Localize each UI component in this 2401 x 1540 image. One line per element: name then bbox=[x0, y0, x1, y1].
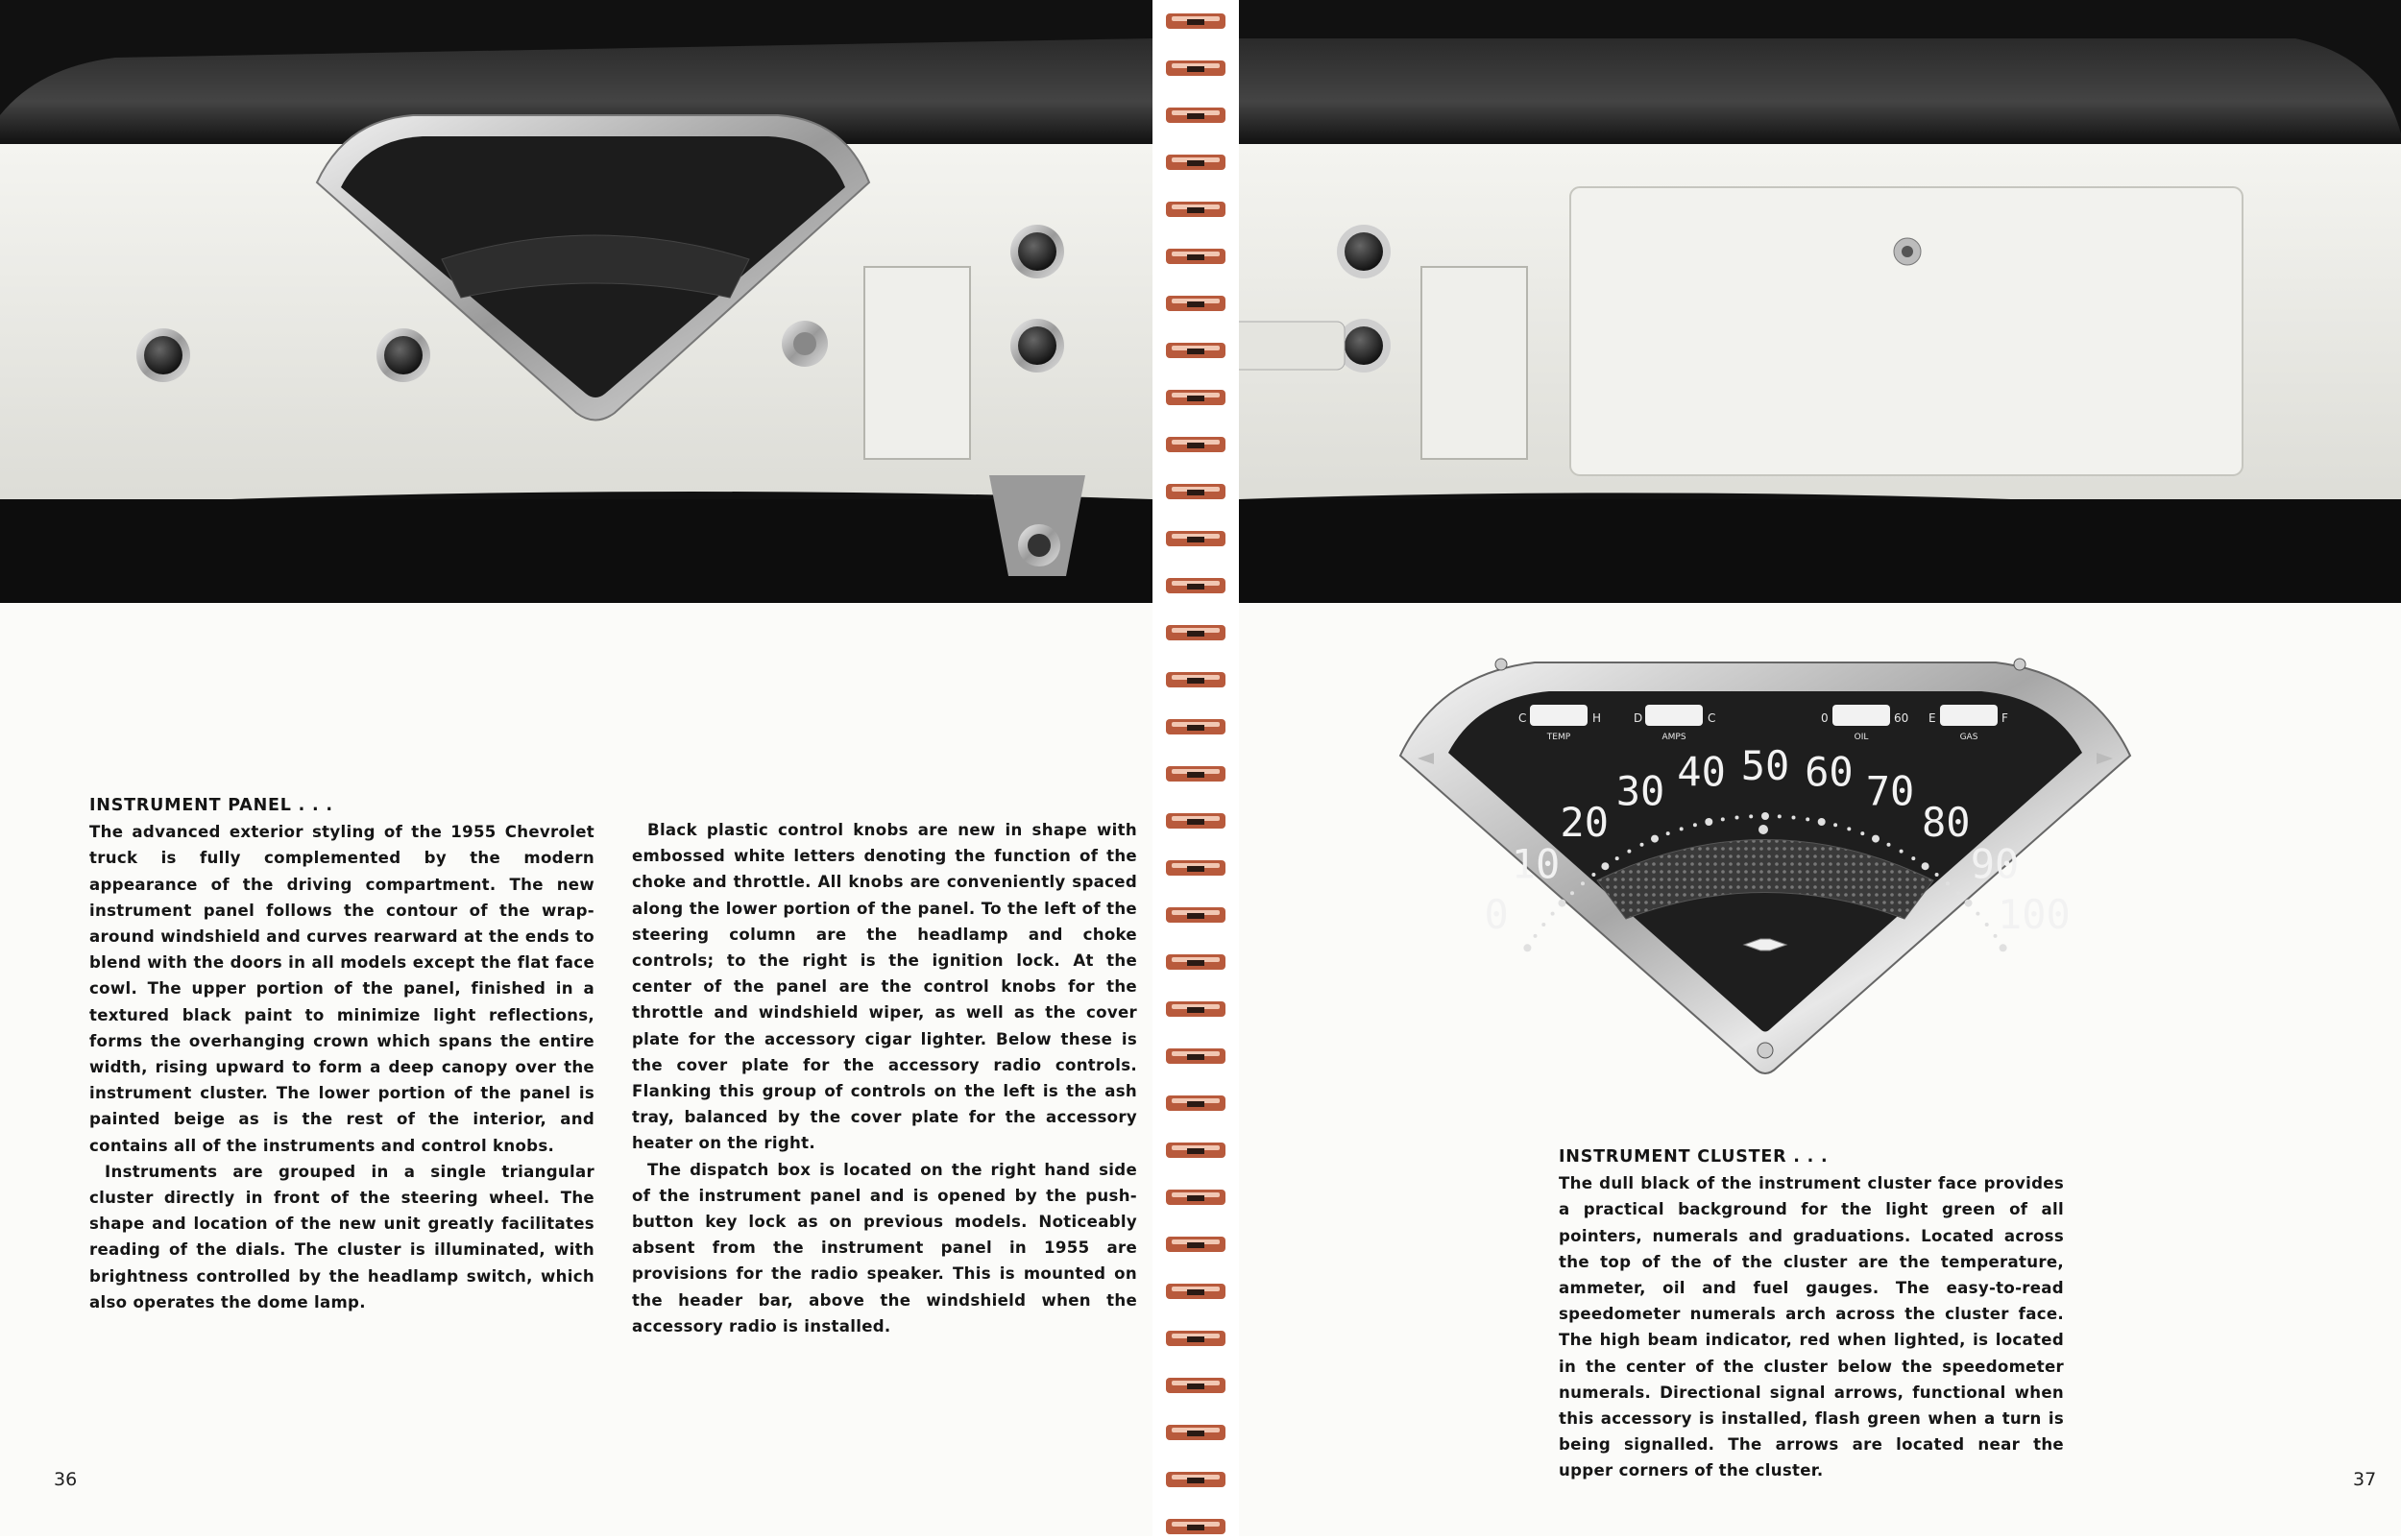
graduation-dot bbox=[1541, 923, 1545, 926]
page-number: 36 bbox=[54, 1469, 78, 1490]
gauge-high-label: F bbox=[2001, 711, 2008, 725]
graduation-dot bbox=[1806, 817, 1809, 821]
binding-ring bbox=[1166, 390, 1225, 405]
graduation-dot bbox=[1534, 934, 1538, 938]
graduation-dot bbox=[2000, 944, 2007, 951]
gauge-name: AMPS bbox=[1661, 733, 1686, 742]
graduation-dot bbox=[1640, 843, 1644, 847]
graduation-dot bbox=[1693, 823, 1697, 827]
graduation-dot bbox=[1601, 862, 1609, 870]
dashboard-photo-right bbox=[1239, 0, 2401, 603]
graduation-dot bbox=[1818, 818, 1826, 826]
graduation-dot bbox=[1792, 816, 1796, 820]
body-paragraph: The dispatch box is located on the right hand side of the instrument panel and is opened by the push-button key lock as on previous models. Noticeably absent from the instrument panel in 1955 are provisions for the radio speaker. This is mounted on the header bar, above the windshield when the accessory radio is installed. bbox=[632, 1160, 1137, 1335]
binding-ring bbox=[1166, 1237, 1225, 1252]
binding-ring bbox=[1166, 202, 1225, 217]
binding-ring bbox=[1166, 672, 1225, 687]
graduation-dot bbox=[1749, 814, 1753, 818]
binding-ring bbox=[1166, 1048, 1225, 1064]
binding-ring bbox=[1166, 625, 1225, 640]
left-page bbox=[0, 0, 1152, 1536]
binding-ring bbox=[1166, 766, 1225, 782]
binding-ring bbox=[1166, 249, 1225, 264]
graduation-dot bbox=[1570, 891, 1574, 895]
graduation-dot bbox=[1761, 812, 1769, 820]
speed-numeral: 30 bbox=[1615, 767, 1665, 815]
speed-numeral: 70 bbox=[1865, 767, 1915, 815]
binding-ring bbox=[1166, 1143, 1225, 1158]
binding-ring bbox=[1166, 1425, 1225, 1440]
instrument-cluster-section bbox=[1559, 1144, 2064, 1484]
graduation-dot bbox=[1615, 856, 1619, 860]
speed-numeral: 20 bbox=[1560, 799, 1609, 846]
gauge-name: OIL bbox=[1854, 733, 1869, 742]
binding-ring bbox=[1166, 1331, 1225, 1346]
binding-ring bbox=[1166, 1190, 1225, 1205]
graduation-dot bbox=[1900, 850, 1904, 854]
page-number: 37 bbox=[2353, 1469, 2377, 1490]
speed-numeral: 0 bbox=[1484, 891, 1509, 939]
binding-ring bbox=[1166, 907, 1225, 923]
binding-ring bbox=[1166, 1378, 1225, 1393]
binding-ring bbox=[1166, 578, 1225, 593]
gauge-low-label: 0 bbox=[1821, 711, 1829, 725]
instrument-cluster-image bbox=[1381, 645, 2149, 1087]
binding-ring bbox=[1166, 1519, 1225, 1534]
graduation-dot bbox=[1523, 944, 1531, 951]
gauge-high-label: 60 bbox=[1894, 711, 1909, 725]
graduation-dot bbox=[1651, 835, 1659, 843]
binding-ring bbox=[1166, 1284, 1225, 1299]
graduation-dot bbox=[1922, 862, 1929, 870]
speed-numeral: 40 bbox=[1677, 748, 1726, 796]
instrument-panel-section bbox=[89, 793, 594, 1315]
speed-numeral: 100 bbox=[1997, 891, 2071, 939]
graduation-dot bbox=[1956, 891, 1960, 895]
speed-numeral: 80 bbox=[1922, 799, 1971, 846]
binding-ring bbox=[1166, 531, 1225, 546]
gauge-name: TEMP bbox=[1546, 733, 1571, 742]
body-paragraph: Instruments are grouped in a single triangular cluster directly in front of the steering wheel. The shape and location of the new unit greatly facilitates reading of the dials. The cluster is illuminated, with brightness controlled by the headlamp switch, which also operates the dome lamp. bbox=[89, 1162, 594, 1311]
speed-numeral: 60 bbox=[1805, 748, 1854, 796]
binding-ring bbox=[1166, 296, 1225, 311]
body-paragraph: The advanced exterior styling of the 1955 Chevrolet truck is fully complemented by the modern appearance of the driving compartment. The new instrument panel follows the contour of the wrap-around windshield and curves rearward at the ends to blend with the doors in all models except the flat face cowl. The upper portion of the panel, finished in a textured black paint to minimize light reflections, forms the overhanging crown which spans the entire width, rising upward to form a deep canopy over the instrument cluster. The lower portion of the panel is painted beige as is the rest of the interior, and contains all of the instruments and control knobs. bbox=[89, 823, 594, 1155]
graduation-dot bbox=[1551, 912, 1555, 916]
graduation-dot bbox=[1778, 814, 1782, 818]
graduation-dot bbox=[1994, 934, 1998, 938]
graduation-dot bbox=[1627, 850, 1631, 854]
gauge-low-label: E bbox=[1928, 711, 1936, 725]
graduation-dot bbox=[1976, 912, 1979, 916]
section-heading: INSTRUMENT CLUSTER . . . bbox=[1559, 1147, 1829, 1167]
graduation-dot bbox=[1666, 831, 1670, 835]
binding-ring bbox=[1166, 343, 1225, 358]
binding-ring bbox=[1166, 484, 1225, 499]
graduation-dot bbox=[1680, 827, 1684, 830]
binding-ring bbox=[1166, 60, 1225, 76]
graduation-dot bbox=[1935, 873, 1939, 877]
speed-numeral: 10 bbox=[1511, 840, 1561, 888]
gauge-name: GAS bbox=[1959, 733, 1978, 742]
graduation-dot bbox=[1705, 818, 1712, 826]
graduation-dot bbox=[1946, 881, 1950, 885]
graduation-dot bbox=[1833, 823, 1837, 827]
gauge-high-label: C bbox=[1708, 711, 1716, 725]
graduation-dot bbox=[1847, 827, 1851, 830]
binding-ring bbox=[1166, 860, 1225, 876]
graduation-dot bbox=[1591, 873, 1595, 877]
binding-ring bbox=[1166, 155, 1225, 170]
binding-ring bbox=[1166, 108, 1225, 123]
graduation-dot bbox=[1872, 835, 1880, 843]
gauge-low-label: C bbox=[1518, 711, 1527, 725]
graduation-dot bbox=[1985, 923, 1989, 926]
screw-icon bbox=[1758, 1043, 1773, 1058]
controls-column bbox=[632, 817, 1137, 1339]
graduation-dot bbox=[1965, 900, 1973, 907]
graduation-dot bbox=[1887, 843, 1891, 847]
binding-ring bbox=[1166, 954, 1225, 970]
binding-ring bbox=[1166, 813, 1225, 829]
binding-ring bbox=[1166, 719, 1225, 734]
gauge-low-label: D bbox=[1634, 711, 1643, 725]
dashboard-photo-left bbox=[0, 0, 1152, 603]
spiral-binding bbox=[1152, 0, 1239, 1536]
binding-ring bbox=[1166, 1472, 1225, 1487]
gauge-high-label: H bbox=[1592, 711, 1602, 725]
body-paragraph: Black plastic control knobs are new in shape with embossed white letters denoting the function of the choke and throttle. All knobs are conveniently spaced along the lower portion of the panel. To the left of the steering column are the headlamp and choke controls; to the right is the ignition lock. At the center of the panel are the control knobs for the throttle and windshield wiper, as well as the cover plate for the accessory cigar lighter. Below these is the cover plate for the accessory radio controls. Flanking this group of controls on the left is the ash tray, balanced by the cover plate for the accessory heater on the right. bbox=[632, 821, 1137, 1153]
binding-ring bbox=[1166, 1095, 1225, 1111]
graduation-dot bbox=[1735, 816, 1739, 820]
body-paragraph: The dull black of the instrument cluster face provides a practical background for the light green of all pointers, numerals and graduations. Located across the top of the of the cluster are the temperature, ammeter, oil and fuel gauges. The easy-to-read speedometer numerals arch across the cluster face. The high beam indicator, red when lighted, is located in the center of the cluster below the speedometer numerals. Directional signal arrows, functional when this accessory is installed, flash green when a turn is being signalled. The arrows are located near the upper corners of the cluster. bbox=[1559, 1174, 2064, 1480]
graduation-dot bbox=[1581, 881, 1585, 885]
right-page bbox=[1239, 0, 2401, 1536]
binding-ring bbox=[1166, 13, 1225, 29]
section-heading: INSTRUMENT PANEL . . . bbox=[89, 796, 333, 815]
binding-ring bbox=[1166, 437, 1225, 452]
graduation-dot bbox=[1559, 900, 1566, 907]
graduation-dot bbox=[1721, 817, 1725, 821]
speed-numeral: 50 bbox=[1740, 742, 1790, 789]
speed-numeral: 90 bbox=[1970, 840, 2020, 888]
binding-ring bbox=[1166, 1001, 1225, 1017]
graduation-dot bbox=[1911, 856, 1915, 860]
graduation-dot bbox=[1860, 831, 1864, 835]
